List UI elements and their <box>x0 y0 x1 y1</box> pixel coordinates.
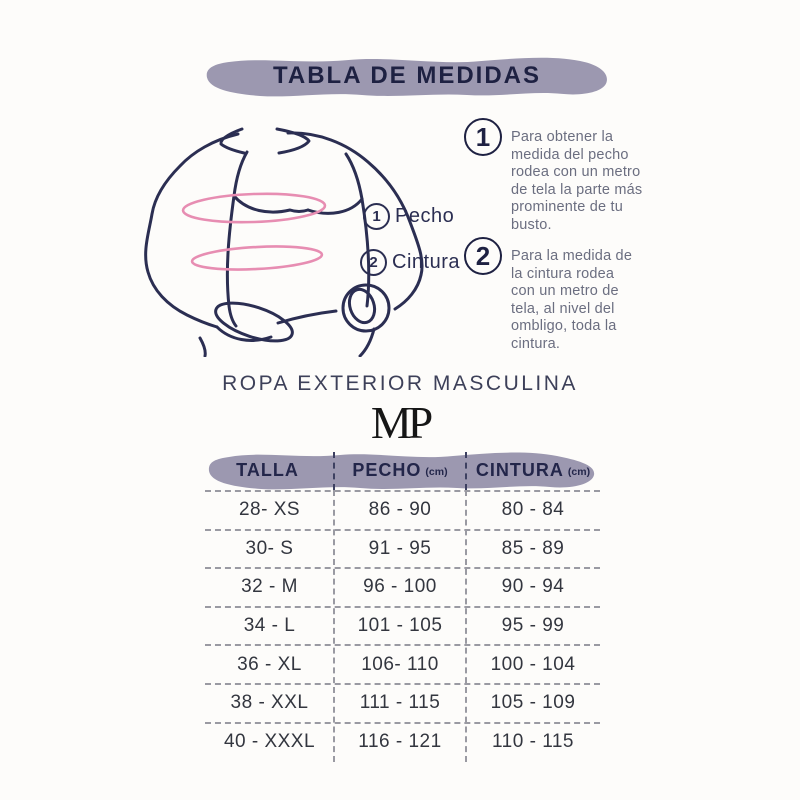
cell-cintura: 105 - 109 <box>490 692 576 714</box>
table-body <box>205 490 600 760</box>
left-armpit <box>234 152 247 196</box>
instruction-1-line: Para obtener la <box>511 129 614 145</box>
instruction-1-text <box>511 117 642 235</box>
column-divider <box>465 452 467 490</box>
size-table <box>205 450 600 760</box>
cell-pecho: 116 - 121 <box>358 730 442 752</box>
column-divider <box>333 452 335 490</box>
header-cintura <box>466 450 600 490</box>
instruction-1-line: de tela la parte más <box>511 181 643 198</box>
instruction-1 <box>464 117 642 235</box>
left-torso-side <box>227 196 236 326</box>
left-shoulder-arm <box>146 134 238 327</box>
cell-cintura: 100 - 104 <box>490 653 576 675</box>
cell-pecho: 111 - 115 <box>359 692 441 714</box>
instruction-2-number-badge: 2 <box>464 237 502 275</box>
cintura-callout <box>360 249 460 276</box>
instruction-2-text <box>511 236 632 354</box>
header-pecho <box>334 450 466 490</box>
instruction-2-line: la cintura rodea <box>511 265 615 282</box>
instruction-2-line: con un metro de <box>511 283 619 300</box>
header-talla <box>205 450 334 490</box>
cell-cintura: 85 - 89 <box>501 537 565 559</box>
table-row <box>205 644 600 683</box>
torso-diagram <box>138 112 463 357</box>
header-talla-label: TALLA <box>236 459 299 480</box>
instruction-1-line: medida del pecho <box>511 146 629 163</box>
left-hand-trail <box>200 338 205 356</box>
column-divider <box>333 490 335 762</box>
cell-cintura: 80 - 84 <box>501 499 565 521</box>
right-pec-line <box>308 199 362 213</box>
table-header <box>205 450 600 490</box>
cell-pecho: 86 - 90 <box>368 499 432 521</box>
table-row <box>205 529 600 568</box>
instruction-1-number-badge: 1 <box>464 118 502 156</box>
table-row <box>205 683 600 722</box>
cell-pecho: 91 - 95 <box>368 537 432 559</box>
cell-talla: 30- S <box>245 537 294 559</box>
neck-left-stroke <box>221 129 244 153</box>
waist-measure-ellipse <box>192 244 323 273</box>
instruction-2-line: cintura. <box>511 335 561 352</box>
title-banner <box>202 55 612 97</box>
cell-talla: 32 - M <box>241 576 298 598</box>
waistband-line <box>278 311 336 323</box>
cell-talla: 38 - XXL <box>230 692 309 714</box>
instruction-1-line: rodea con un metro <box>511 164 641 181</box>
pecho-label: Pecho <box>395 205 455 227</box>
right-armpit <box>346 154 362 199</box>
brand-logo: MP <box>370 397 430 448</box>
cell-pecho: 101 - 105 <box>357 615 443 637</box>
column-divider <box>465 490 467 762</box>
header-cintura-label: CINTURA <box>475 459 564 480</box>
pecho-callout <box>363 203 454 230</box>
cell-talla: 34 - L <box>243 615 296 637</box>
cell-cintura: 90 - 94 <box>501 576 565 598</box>
section-title: ROPA EXTERIOR MASCULINA <box>222 372 578 395</box>
cell-cintura: 110 - 115 <box>492 730 574 752</box>
header-pecho-unit: (cm) <box>425 466 448 478</box>
pecho-number-badge: 1 <box>363 203 390 230</box>
table-row <box>205 567 600 606</box>
instruction-2 <box>464 236 632 354</box>
cintura-number-badge: 2 <box>360 249 387 276</box>
cell-pecho: 106- 110 <box>361 653 439 675</box>
instruction-1-line: busto. <box>511 216 552 233</box>
cell-talla: 40 - XXXL <box>223 730 316 752</box>
header-cintura-unit: (cm) <box>567 466 591 478</box>
right-hand-trail <box>360 329 374 356</box>
cell-talla: 28- XS <box>238 499 301 521</box>
instruction-1-line: prominente de tu <box>511 199 624 216</box>
cell-cintura: 95 - 99 <box>501 615 565 637</box>
instruction-2-line: tela, al nivel del <box>511 300 615 317</box>
page-title: TABLA DE MEDIDAS <box>273 62 541 89</box>
cell-talla: 36 - XL <box>237 653 302 675</box>
instruction-2-line: Para la medida de <box>511 248 633 264</box>
table-row <box>205 722 600 761</box>
cell-pecho: 96 - 100 <box>363 576 437 598</box>
table-row <box>205 606 600 645</box>
instruction-2-line: ombligo, toda la <box>511 318 617 335</box>
header-pecho-label: PECHO <box>352 459 422 480</box>
cintura-label: Cintura <box>392 251 460 273</box>
left-pec-line <box>234 196 308 212</box>
table-row <box>205 490 600 529</box>
